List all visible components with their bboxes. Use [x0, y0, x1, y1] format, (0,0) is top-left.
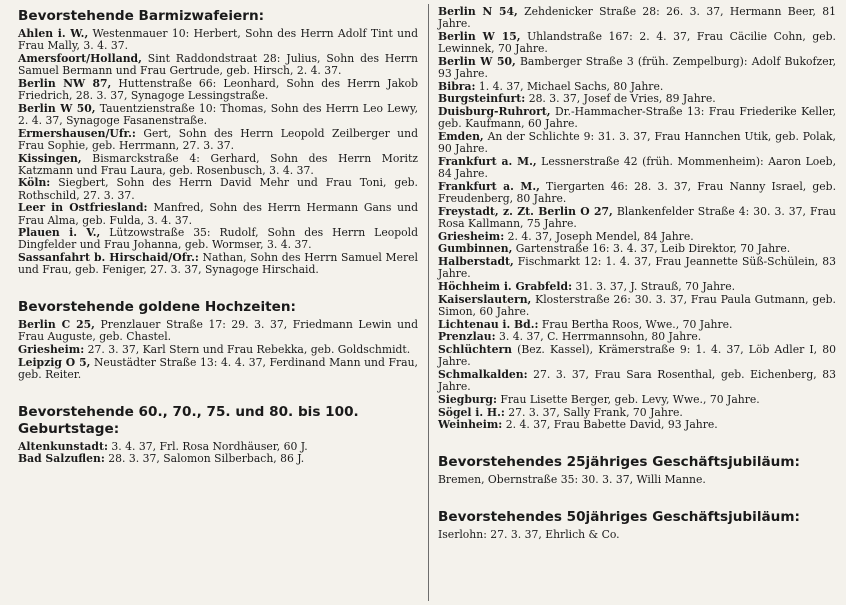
list-entry — [18, 252, 418, 276]
list-entry — [438, 344, 836, 368]
entry-text: Nathan, Sohn des Herrn Samuel Merel und Frau, geb. Feniger, 27. 3. 37, Synagoge Hirschaid. — [18, 251, 418, 277]
list-entry — [438, 156, 836, 180]
entry-place: Frankfurt a. M., — [438, 154, 537, 168]
list-entry — [438, 231, 836, 243]
entry-text: Neustädter Straße 13: 4. 4. 37, Ferdinand Mann und Frau, geb. Reiter. — [18, 355, 418, 381]
entry-place: Kissingen, — [18, 151, 82, 165]
entry-place: Höchheim i. Grabfeld: — [438, 279, 573, 293]
list-entry — [438, 474, 836, 486]
entry-text: 27. 3. 37, Sally Frank, 70 Jahre. — [504, 405, 683, 419]
left-column — [18, 6, 418, 466]
entry-place: Duisburg-Ruhrort, — [438, 105, 551, 119]
entry-text: 3. 4. 37, Frl. Rosa Nordhäuser, 60 J. — [107, 439, 308, 453]
entry-text: Sint Raddondstraat 28: Julius, Sohn des Herrn Samuel Bermann und Frau Gertrude, geb. Hirsch, 2. 4. 37. — [18, 51, 418, 78]
entry-place: Halberstadt, — [438, 255, 514, 269]
entry-text: Prenzlauer Straße 17: 29. 3. 37, Friedmann Lewin und Frau Auguste, geb. Chastel. — [18, 318, 418, 344]
entry-place: Leer in Ostfriesland: — [18, 201, 148, 215]
entry-text: Gartenstraße 16: 3. 4. 37, Leib Direktor, 70 Jahre. — [512, 242, 791, 256]
spacer — [18, 382, 418, 402]
list-entry — [18, 53, 418, 77]
entry-text: (Bez. Kassel), Krämerstraße 9: 1. 4. 37, Löb Adler I, 80 Jahre. — [438, 342, 836, 369]
entry-place: Gumbinnen, — [438, 242, 513, 256]
list-entry — [18, 319, 418, 343]
jubilaeum50-list — [438, 529, 836, 541]
entry-place: Burgsteinfurt: — [438, 92, 526, 106]
jubilaeum25-list — [438, 474, 836, 486]
list-entry — [18, 344, 418, 356]
entry-place: Berlin NW 87, — [18, 76, 112, 90]
list-entry — [18, 357, 418, 381]
hochzeiten-heading: Bevorstehende goldene Hochzeiten: — [18, 299, 296, 316]
list-entry — [438, 331, 836, 343]
list-entry — [18, 28, 418, 52]
entry-place: Köln: — [18, 176, 51, 190]
entry-text: 1. 4. 37, Michael Sachs, 80 Jahre. — [475, 79, 664, 93]
entry-text: Gert, Sohn des Herrn Leopold Zeilberger und Frau Sophie, geb. Herrmann, 27. 3. 37. — [18, 126, 418, 152]
entry-text: Klosterstraße 26: 30. 3. 37, Frau Paula Gutmann, geb. Simon, 60 Jahre. — [438, 292, 836, 318]
entry-text: 28. 3. 37, Josef de Vries, 89 Jahre. — [525, 92, 716, 106]
entry-text: Siegbert, Sohn des Herrn David Mehr und Frau Toni, geb. Rothschild, 27. 3. 37. — [18, 176, 418, 202]
list-entry — [438, 106, 836, 130]
spacer — [438, 432, 836, 452]
entry-place: Frankfurt a. M., — [438, 179, 540, 193]
spacer — [438, 487, 836, 507]
jubilaeum25-heading: Bevorstehendes 25jähriges Geschäftsjubiläum: — [438, 453, 800, 470]
list-entry — [438, 319, 836, 331]
entry-place: Ermershausen/Ufr.: — [18, 126, 136, 140]
entry-place: Amersfoort/Holland, — [18, 51, 142, 65]
jubilaeum50-heading: Bevorstehendes 50jähriges Geschäftsjubiläum: — [438, 508, 800, 525]
entry-text: An der Schlichte 9: 31. 3. 37, Frau Hannchen Utik, geb. Polak, 90 Jahre. — [438, 130, 836, 156]
entry-text: Manfred, Sohn des Herrn Hermann Gans und Frau Alma, geb. Fulda, 3. 4. 37. — [18, 201, 418, 227]
barmizwa-heading: Bevorstehende Barmizwafeiern: — [18, 8, 265, 24]
list-entry — [438, 243, 836, 255]
list-entry — [438, 529, 836, 541]
list-entry — [18, 227, 418, 251]
list-entry — [438, 93, 836, 105]
entry-place: Bad Salzuflen: — [18, 452, 105, 466]
entry-text: Westenmauer 10: Herbert, Sohn des Herrn Adolf Tint und Frau Mally, 3. 4. 37. — [18, 27, 418, 53]
list-entry — [438, 81, 836, 93]
entry-text: Fischmarkt 12: 1. 4. 37, Frau Jeannette Süß-Schülein, 83 Jahre. — [438, 255, 836, 281]
list-entry — [18, 441, 418, 453]
entry-place: Schmalkalden: — [438, 367, 528, 381]
list-entry — [438, 181, 836, 205]
entry-place: Sassanfahrt b. Hirschaid/Ofr.: — [18, 251, 199, 265]
entry-place: Sögel i. H.: — [438, 405, 505, 419]
geburtstage-list — [18, 441, 418, 466]
entry-text: Lessnerstraße 42 (früh. Mommenheim): Aaron Loeb, 84 Jahre. — [438, 154, 836, 181]
list-entry — [438, 56, 836, 80]
entry-place: Berlin W 50, — [438, 54, 516, 68]
list-entry — [438, 407, 836, 419]
entry-place: Plauen i. V., — [18, 226, 101, 240]
entry-place: Griesheim: — [18, 342, 85, 356]
entry-text: 27. 3. 37, Frau Sara Rosenthal, geb. Eichenberg, 83 Jahre. — [438, 367, 836, 394]
list-entry — [18, 103, 418, 127]
entry-text: Blankenfelder Straße 4: 30. 3. 37, Frau Rosa Kallmann, 75 Jahre. — [438, 204, 836, 230]
geburtstage-heading-line2: Geburtstage: — [18, 420, 120, 437]
list-entry — [18, 78, 418, 102]
entry-text: 27. 3. 37, Karl Stern und Frau Rebekka, geb. Goldschmidt. — [84, 342, 411, 356]
entry-place: Ahlen i. W., — [18, 27, 89, 40]
list-entry — [18, 202, 418, 226]
entry-text: 3. 4. 37, C. Herrmannsohn, 80 Jahre. — [495, 330, 702, 344]
list-entry — [18, 177, 418, 201]
entry-text: Bamberger Straße 3 (früh. Zempelburg): Adolf Bukofzer, 93 Jahre. — [438, 54, 837, 81]
entry-text: 31. 3. 37, J. Strauß, 70 Jahre. — [572, 279, 736, 293]
entry-text: Tauentzienstraße 10: Thomas, Sohn des Herrn Leo Lewy, 2. 4. 37, Synagoge Fasanenstraße. — [18, 101, 418, 127]
list-entry — [438, 294, 836, 318]
spacer — [18, 277, 418, 297]
entry-text: Dr.-Hammacher-Straße 13: Frau Friederike Keller, geb. Kaufmann, 60 Jahre. — [438, 105, 836, 131]
geburtstage-heading-line1: Bevorstehende 60., 70., 75. und 80. bis 100. — [18, 403, 359, 420]
entry-text: 28. 3. 37, Salomon Silberbach, 86 J. — [104, 452, 305, 466]
entry-place: Freystadt, z. Zt. Berlin O 27, — [438, 204, 613, 218]
entry-place: Berlin W 50, — [18, 101, 96, 115]
entry-place: Altenkunstadt: — [18, 439, 108, 453]
list-entry — [438, 6, 836, 30]
right-column — [438, 6, 836, 541]
list-entry — [438, 31, 836, 55]
list-entry — [438, 256, 836, 280]
entry-place: Berlin C 25, — [18, 318, 95, 332]
entry-place: Lichtenau i. Bd.: — [438, 317, 539, 331]
entry-text: Bremen, Obernstraße 35: 30. 3. 37, Willi Manne. — [438, 472, 706, 486]
entry-text: Iserlohn: 27. 3. 37, Ehrlich & Co. — [438, 527, 620, 541]
entry-place: Leipzig O 5, — [18, 355, 91, 369]
entry-place: Weinheim: — [438, 418, 503, 432]
entry-text: 2. 4. 37, Frau Babette David, 93 Jahre. — [502, 418, 718, 432]
list-entry — [438, 131, 836, 155]
entry-text: Uhlandstraße 167: 2. 4. 37, Frau Cäcilie Cohn, geb. Lewinnek, 70 Jahre. — [438, 29, 836, 56]
entry-place: Bibra: — [438, 79, 476, 93]
list-entry — [18, 453, 418, 465]
entry-text: Frau Bertha Roos, Wwe., 70 Jahre. — [538, 317, 733, 331]
entry-place: Prenzlau: — [438, 330, 496, 344]
list-entry — [18, 128, 418, 152]
list-entry — [438, 394, 836, 406]
list-entry — [438, 419, 836, 431]
barmizwa-list — [18, 28, 418, 277]
entry-place: Emden, — [438, 130, 484, 144]
entry-place: Berlin N 54, — [438, 5, 518, 18]
entry-text: Huttenstraße 66: Leonhard, Sohn des Herrn Jakob Friedrich, 28. 3. 37, Synagoge Lessingstraße. — [18, 76, 418, 103]
entry-place: Siegburg: — [438, 392, 497, 406]
entry-place: Kaiserslautern, — [438, 292, 532, 306]
entry-text: Zehdenicker Straße 28: 26. 3. 37, Hermann Beer, 81 Jahre. — [438, 5, 836, 31]
entry-text: 2. 4. 37, Joseph Mendel, 84 Jahre. — [504, 229, 694, 243]
list-entry — [438, 369, 836, 393]
entry-place: Berlin W 15, — [438, 29, 521, 43]
entry-text: Bismarckstraße 4: Gerhard, Sohn des Herrn Moritz Katzmann und Frau Laura, geb. Rosenbusch, 3. 4. 37. — [18, 151, 418, 177]
entry-text: Tiergarten 46: 28. 3. 37, Frau Nanny Israel, geb. Freudenberg, 80 Jahre. — [438, 179, 837, 206]
list-entry — [438, 206, 836, 230]
list-entry — [438, 281, 836, 293]
geburtstage-list-continued — [438, 6, 836, 431]
entry-place: Griesheim: — [438, 229, 505, 243]
entry-text: Lützowstraße 35: Rudolf, Sohn des Herrn Leopold Dingfelder und Frau Johanna, geb. Wormser, 3. 4. 37. — [18, 226, 418, 252]
entry-place: Schlüchtern — [438, 342, 512, 356]
entry-text: Frau Lisette Berger, geb. Levy, Wwe., 70 Jahre. — [496, 392, 760, 406]
hochzeiten-list — [18, 319, 418, 381]
column-divider — [428, 4, 429, 601]
list-entry — [18, 153, 418, 177]
